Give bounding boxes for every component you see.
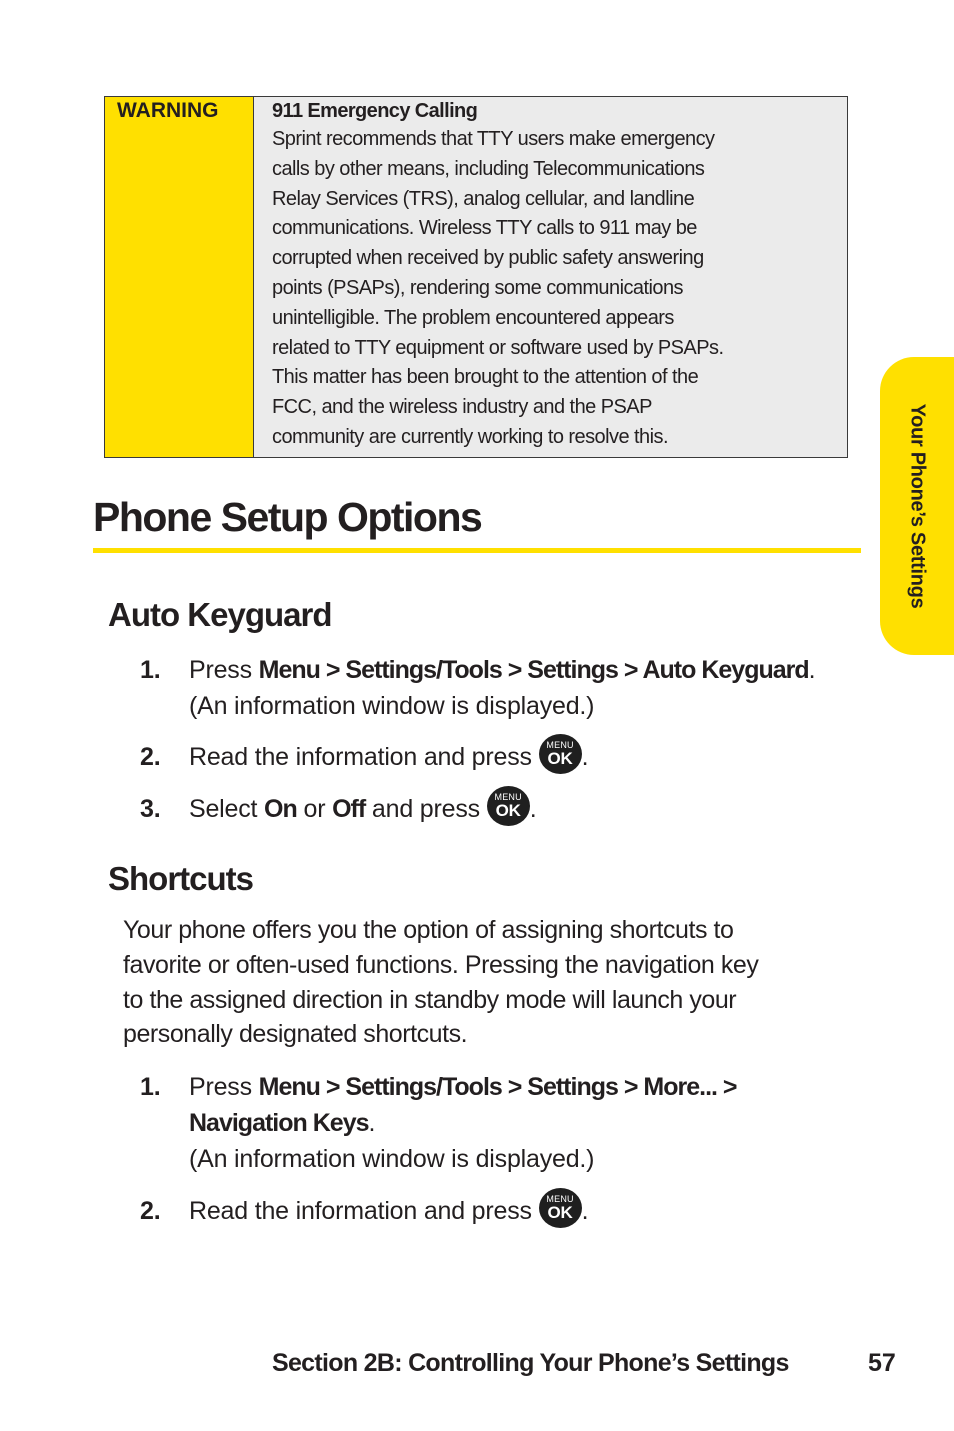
section-side-tab	[880, 357, 954, 655]
warning-title: 911 Emergency Calling	[272, 100, 478, 122]
warning-line: community are currently working to resolve this.	[272, 425, 668, 448]
warning-line: communications. Wireless TTY calls to 911 may be	[272, 217, 697, 240]
warning-content	[254, 97, 847, 457]
shortcuts-paragraph: Your phone offers you the option of assigning shortcuts to favorite or often-used functions. Pressing the navigation key to the assigned direction in standby mode will launch your personally designated shortcuts.	[123, 916, 759, 1049]
warning-line: unintelligible. The problem encountered appears	[272, 306, 674, 329]
warning-line: This matter has been brought to the attention of the	[272, 366, 699, 389]
footer-section-title: Section 2B: Controlling Your Phone’s Settings	[272, 1349, 789, 1377]
title-rule	[93, 548, 861, 553]
warning-line: related to TTY equipment or software used by PSAPs.	[272, 336, 724, 359]
step-body: Select On or Off and press MENU OK .	[189, 791, 536, 827]
option-off: Off	[332, 795, 366, 823]
step-body: Press Menu > Settings/Tools > Settings > Auto Keyguard. (An information window is displayed.)	[189, 656, 816, 720]
step-note: (An information window is displayed.)	[189, 692, 595, 720]
menu-ok-key-icon: MENU OK	[539, 734, 582, 774]
warning-box	[104, 96, 848, 458]
step-number: 3.	[140, 795, 161, 823]
shortcuts-heading: Shortcuts	[108, 860, 254, 897]
side-tab-label: Your Phone’s Settings	[906, 403, 929, 609]
step-number: 2.	[140, 1197, 161, 1225]
warning-text	[272, 125, 847, 453]
menu-ok-key-icon: MENU OK	[539, 1188, 582, 1228]
menu-ok-key-icon: MENU OK	[487, 786, 530, 826]
menu-path: Menu > Settings/Tools > Settings > Auto Keyguard	[258, 656, 809, 684]
menu-path: Navigation Keys	[189, 1109, 369, 1137]
page-title: Phone Setup Options	[93, 494, 482, 540]
page-number: 57	[868, 1349, 896, 1377]
step-body: Read the information and press MENU OK .	[189, 739, 588, 775]
option-on: On	[264, 795, 297, 823]
warning-line: corrupted when received by public safety answering	[272, 247, 704, 270]
warning-line: points (PSAPs), rendering some communications	[272, 276, 683, 299]
menu-path: Menu > Settings/Tools > Settings > More... >	[258, 1073, 737, 1101]
warning-line: Sprint recommends that TTY users make emergency	[272, 128, 715, 150]
warning-line: calls by other means, including Telecommunications	[272, 157, 705, 180]
step-number: 1.	[140, 1073, 161, 1101]
step-number: 2.	[140, 743, 161, 771]
step-note: (An information window is displayed.)	[189, 1145, 595, 1173]
step-body: Press Menu > Settings/Tools > Settings > More... > Navigation Keys. (An information window is displayed.)	[189, 1073, 737, 1173]
step-number: 1.	[140, 656, 161, 684]
warning-line: FCC, and the wireless industry and the PSAP	[272, 396, 652, 419]
warning-label: WARNING	[105, 97, 254, 457]
warning-line: Relay Services (TRS), analog cellular, and landline	[272, 187, 695, 210]
auto-keyguard-heading: Auto Keyguard	[108, 596, 332, 633]
step-body: Read the information and press MENU OK .	[189, 1193, 588, 1229]
